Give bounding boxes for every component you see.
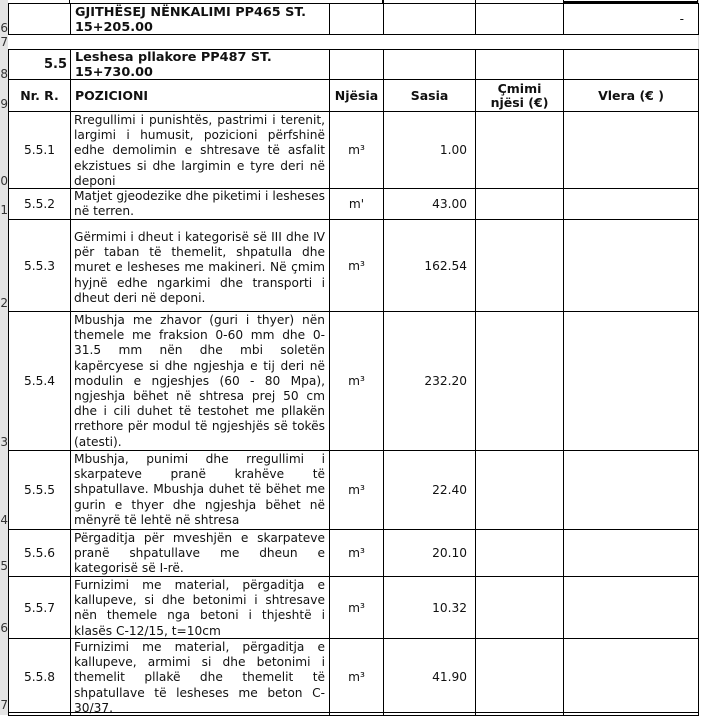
row-quantity[interactable]: 1.00 bbox=[383, 111, 476, 189]
row-headers bbox=[0, 0, 8, 715]
row-number[interactable]: 4 bbox=[0, 513, 8, 527]
column-header-nr[interactable]: Nr. R. bbox=[8, 79, 71, 112]
row-value[interactable] bbox=[563, 311, 699, 451]
row-unit-price[interactable] bbox=[475, 111, 564, 189]
row-unit-price[interactable] bbox=[475, 576, 564, 639]
column-header-position[interactable]: POZICIONI bbox=[70, 79, 330, 112]
column-header-unit-price[interactable]: Çmimi njësi (€) bbox=[475, 79, 564, 112]
column-header-quantity[interactable]: Sasia bbox=[383, 79, 476, 112]
row-number[interactable]: 3 bbox=[0, 435, 8, 449]
row-value[interactable] bbox=[563, 638, 699, 716]
row-quantity[interactable]: 41.90 bbox=[383, 638, 476, 716]
row-unit-price[interactable] bbox=[475, 450, 564, 530]
section-quantity-cell[interactable] bbox=[383, 49, 476, 80]
row-unit[interactable]: m³ bbox=[329, 450, 384, 530]
row-quantity[interactable]: 20.10 bbox=[383, 529, 476, 577]
row-unit[interactable]: m³ bbox=[329, 529, 384, 577]
row-value[interactable] bbox=[563, 576, 699, 639]
row-number[interactable]: 2 bbox=[0, 296, 8, 310]
row-description[interactable]: Gërmimi i dheut i kategorisë së III dhe IV për taban të themelit, shpatulla dhe muret e lesheses me makineri. Në çmim hyjnë edhe ngarkimi dhe transporti i dheut deri në deponi. bbox=[70, 219, 330, 312]
row-value[interactable] bbox=[563, 219, 699, 312]
row-nr[interactable]: 5.5.7 bbox=[8, 576, 71, 639]
prev-total-nr-cell[interactable] bbox=[8, 3, 71, 35]
section-value-cell[interactable] bbox=[563, 49, 699, 80]
row-number[interactable]: 6 bbox=[0, 621, 8, 635]
row-value[interactable] bbox=[563, 188, 699, 220]
row-description[interactable]: Rregullimi i punishtës, pastrimi i terenit, largimi i humusit, pozicioni përfshinë edhe demolimin e shtresave të asfalit ekzistues si dhe largimin e tyre deri në deponi bbox=[70, 111, 330, 189]
row-unit[interactable]: m³ bbox=[329, 638, 384, 716]
row-description[interactable]: Mbushja me zhavor (guri i thyer) nën themele me fraksion 0-60 mm dhe 0-31.5 mm nën dhe mbi soletën kapërcyese si dhe ngjeshja e tij deri në modulin e ngjeshjes (60 - 80 Mpa), ngjeshja bëhet në shtresa prej 50 cm dhe i cili duhet të testohet me pllakën rrethore për modul të ngjeshjës së tokës (atesti). bbox=[70, 311, 330, 451]
row-unit-price[interactable] bbox=[475, 638, 564, 716]
row-description[interactable]: Matjet gjeodezike dhe piketimi i lesheses në terren. bbox=[70, 188, 330, 220]
row-number[interactable]: 0 bbox=[0, 174, 8, 188]
row-number[interactable]: 9 bbox=[0, 97, 8, 111]
spreadsheet-grid[interactable] bbox=[8, 0, 706, 715]
row-nr[interactable]: 5.5.2 bbox=[8, 188, 71, 220]
row-quantity[interactable]: 22.40 bbox=[383, 450, 476, 530]
row-nr[interactable]: 5.5.4 bbox=[8, 311, 71, 451]
prev-section-total-title[interactable]: GJITHËSEJ NËNKALIMI PP465 ST. 15+205.00 bbox=[70, 3, 330, 35]
row-value[interactable] bbox=[563, 111, 699, 189]
row-quantity[interactable]: 162.54 bbox=[383, 219, 476, 312]
row-unit[interactable]: m³ bbox=[329, 311, 384, 451]
row-number[interactable]: 6 bbox=[0, 21, 8, 35]
column-header-value[interactable]: Vlera (€ ) bbox=[563, 79, 699, 112]
row-quantity[interactable]: 10.32 bbox=[383, 576, 476, 639]
section-number[interactable]: 5.5 bbox=[8, 49, 71, 80]
row-unit[interactable]: m³ bbox=[329, 219, 384, 312]
section-price-cell[interactable] bbox=[475, 49, 564, 80]
row-unit-price[interactable] bbox=[475, 188, 564, 220]
section-unit-cell[interactable] bbox=[329, 49, 384, 80]
row-number[interactable]: 7 bbox=[0, 35, 8, 49]
row-unit-price[interactable] bbox=[475, 529, 564, 577]
row-value[interactable] bbox=[563, 529, 699, 577]
row-description[interactable]: Përgaditja për mveshjën e skarpateve pranë shpatullave me dheun e kategorisë së I-rë. bbox=[70, 529, 330, 577]
row-nr[interactable]: 5.5.1 bbox=[8, 111, 71, 189]
row-description[interactable]: Furnizimi me material, përgaditja e kallupeve, armimi si dhe betonimi i themelit pllakë dhe themelit të shpatullave të lesheses me beton C-30/37. bbox=[70, 638, 330, 716]
prev-section-total-value[interactable]: - bbox=[563, 3, 699, 35]
prev-total-price-cell[interactable] bbox=[475, 3, 564, 35]
row-quantity[interactable]: 43.00 bbox=[383, 188, 476, 220]
row-nr[interactable]: 5.5.5 bbox=[8, 450, 71, 530]
row-number[interactable]: 7 bbox=[0, 698, 8, 712]
row-nr[interactable]: 5.5.8 bbox=[8, 638, 71, 716]
row-number[interactable]: 8 bbox=[0, 67, 8, 81]
column-header-unit[interactable]: Njësia bbox=[329, 79, 384, 112]
row-description[interactable]: Furnizimi me material, përgaditja e kallupeve, si dhe betonimi i shtresave nën themele nga betoni i thjeshtë i klasës C-12/15, t=10cm bbox=[70, 576, 330, 639]
row-unit[interactable]: m' bbox=[329, 188, 384, 220]
row-nr[interactable]: 5.5.3 bbox=[8, 219, 71, 312]
row-number[interactable]: 1 bbox=[0, 203, 8, 217]
prev-total-unit-cell[interactable] bbox=[329, 3, 384, 35]
row-number[interactable]: 5 bbox=[0, 559, 8, 573]
row-unit-price[interactable] bbox=[475, 219, 564, 312]
row-unit-price[interactable] bbox=[475, 311, 564, 451]
row-nr[interactable]: 5.5.6 bbox=[8, 529, 71, 577]
row-unit[interactable]: m³ bbox=[329, 576, 384, 639]
row-description[interactable]: Mbushja, punimi dhe rregullimi i skarpateve pranë krahëve të shpatullave. Mbushja duhet të bëhet me gurin e thyer dhe ngjeshja bëhet në mënyrë të lehtë në shtresa bbox=[70, 450, 330, 530]
prev-total-quantity-cell[interactable] bbox=[383, 3, 476, 35]
row-value[interactable] bbox=[563, 450, 699, 530]
row-quantity[interactable]: 232.20 bbox=[383, 311, 476, 451]
row-unit[interactable]: m³ bbox=[329, 111, 384, 189]
section-title[interactable]: Leshesa pllakore PP487 ST. 15+730.00 bbox=[70, 49, 330, 80]
